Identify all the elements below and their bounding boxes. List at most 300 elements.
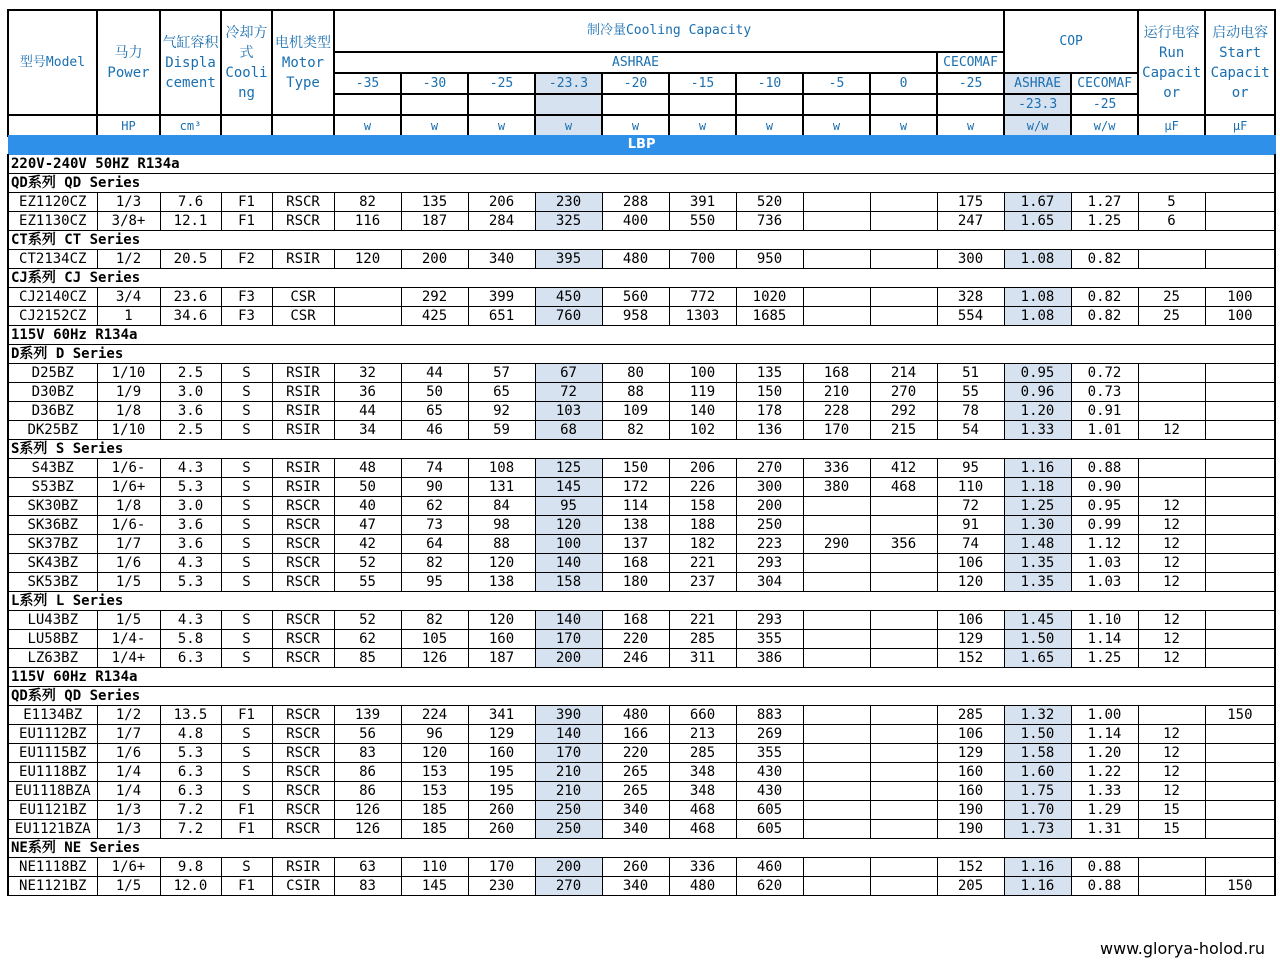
table-cell: 1/10 bbox=[97, 364, 160, 383]
table-cell: 958 bbox=[602, 307, 669, 326]
table-cell: 883 bbox=[736, 706, 803, 725]
table-cell: 1/6+ bbox=[97, 478, 160, 497]
table-cell: 82 bbox=[401, 611, 468, 630]
table-cell: 96 bbox=[401, 725, 468, 744]
table-cell bbox=[1138, 877, 1205, 896]
table-cell: 1685 bbox=[736, 307, 803, 326]
table-cell bbox=[870, 288, 937, 307]
model-name: EU1121BZA bbox=[8, 820, 97, 839]
table-cell: 108 bbox=[468, 459, 535, 478]
table-cell: 221 bbox=[669, 611, 736, 630]
table-cell: 195 bbox=[468, 782, 535, 801]
table-cell bbox=[870, 877, 937, 896]
table-cell: 340 bbox=[602, 877, 669, 896]
table-cell: 65 bbox=[468, 383, 535, 402]
table-cell: 425 bbox=[401, 307, 468, 326]
table-cell: 44 bbox=[334, 402, 401, 421]
table-row bbox=[8, 402, 1275, 421]
table-cell: 12 bbox=[1138, 649, 1205, 668]
table-cell: 265 bbox=[602, 782, 669, 801]
table-cell: 160 bbox=[937, 763, 1004, 782]
table-cell: 1.08 bbox=[1004, 307, 1071, 326]
table-cell: 12 bbox=[1138, 630, 1205, 649]
table-row bbox=[8, 744, 1275, 763]
table-cell: 166 bbox=[602, 725, 669, 744]
table-cell: RSCR bbox=[272, 706, 334, 725]
table-cell: S bbox=[221, 383, 272, 402]
table-cell: 200 bbox=[401, 250, 468, 269]
table-row bbox=[8, 535, 1275, 554]
table-row bbox=[8, 573, 1275, 592]
table-cell bbox=[870, 858, 937, 877]
table-cell: 12 bbox=[1138, 744, 1205, 763]
table-cell bbox=[803, 820, 870, 839]
table-cell: RSCR bbox=[272, 725, 334, 744]
table-cell: 158 bbox=[669, 497, 736, 516]
table-cell: 187 bbox=[468, 649, 535, 668]
model-name: DK25BZ bbox=[8, 421, 97, 440]
table-cell: 3/4 bbox=[97, 288, 160, 307]
table-cell bbox=[803, 497, 870, 516]
header-temp: -20 bbox=[602, 73, 669, 94]
table-cell: 78 bbox=[937, 402, 1004, 421]
table-cell: 1/4+ bbox=[97, 649, 160, 668]
table-cell: 140 bbox=[535, 725, 602, 744]
table-cell: S bbox=[221, 402, 272, 421]
table-cell: 3.0 bbox=[160, 497, 221, 516]
section-header bbox=[8, 269, 1275, 288]
table-cell: 226 bbox=[669, 478, 736, 497]
table-row bbox=[8, 421, 1275, 440]
table-cell: 1.60 bbox=[1004, 763, 1071, 782]
table-cell: 1.73 bbox=[1004, 820, 1071, 839]
table-cell: 119 bbox=[669, 383, 736, 402]
table-cell: 55 bbox=[334, 573, 401, 592]
table-cell: 390 bbox=[535, 706, 602, 725]
table-cell bbox=[803, 554, 870, 573]
table-cell bbox=[1205, 535, 1275, 554]
table-cell bbox=[870, 554, 937, 573]
table-cell: RSIR bbox=[272, 858, 334, 877]
table-cell: 348 bbox=[669, 782, 736, 801]
table-cell: 0.72 bbox=[1071, 364, 1138, 383]
table-cell: S bbox=[221, 478, 272, 497]
table-cell: 34 bbox=[334, 421, 401, 440]
table-cell: 1020 bbox=[736, 288, 803, 307]
table-cell: 1/5 bbox=[97, 611, 160, 630]
table-cell: RSIR bbox=[272, 421, 334, 440]
table-cell: 480 bbox=[602, 250, 669, 269]
table-cell bbox=[1205, 193, 1275, 212]
model-name: LU43BZ bbox=[8, 611, 97, 630]
table-cell: 605 bbox=[736, 801, 803, 820]
unit-cop: w/w bbox=[1004, 115, 1071, 136]
table-cell: 120 bbox=[401, 744, 468, 763]
table-cell: 2.5 bbox=[160, 364, 221, 383]
table-cell: 214 bbox=[870, 364, 937, 383]
table-cell: RSIR bbox=[272, 364, 334, 383]
table-cell: 468 bbox=[669, 820, 736, 839]
table-cell: 270 bbox=[870, 383, 937, 402]
table-cell bbox=[870, 630, 937, 649]
table-cell: 131 bbox=[468, 478, 535, 497]
table-cell: 106 bbox=[937, 611, 1004, 630]
table-cell: 3/8+ bbox=[97, 212, 160, 231]
table-row bbox=[8, 364, 1275, 383]
table-cell: 1/6 bbox=[97, 744, 160, 763]
table-cell: 12 bbox=[1138, 516, 1205, 535]
table-cell: 0.95 bbox=[1071, 497, 1138, 516]
model-name: LZ63BZ bbox=[8, 649, 97, 668]
section-title: S系列 S Series bbox=[8, 440, 1275, 459]
table-cell: 67 bbox=[535, 364, 602, 383]
table-cell: RSCR bbox=[272, 630, 334, 649]
table-cell: RSCR bbox=[272, 535, 334, 554]
table-cell: 95 bbox=[401, 573, 468, 592]
table-cell bbox=[870, 782, 937, 801]
table-cell: 292 bbox=[401, 288, 468, 307]
table-cell bbox=[803, 516, 870, 535]
table-cell: 1.16 bbox=[1004, 459, 1071, 478]
table-cell: RSIR bbox=[272, 459, 334, 478]
table-cell: 20.5 bbox=[160, 250, 221, 269]
section-title: QD系列 QD Series bbox=[8, 174, 1275, 193]
table-cell: 247 bbox=[937, 212, 1004, 231]
table-cell: 0.90 bbox=[1071, 478, 1138, 497]
table-cell: 328 bbox=[937, 288, 1004, 307]
table-cell: 1.50 bbox=[1004, 630, 1071, 649]
table-cell: 190 bbox=[937, 801, 1004, 820]
table-cell: S bbox=[221, 554, 272, 573]
table-cell: 4.3 bbox=[160, 611, 221, 630]
table-cell bbox=[1205, 212, 1275, 231]
model-name: SK43BZ bbox=[8, 554, 97, 573]
table-cell: S bbox=[221, 782, 272, 801]
section-header bbox=[8, 155, 1275, 174]
table-cell: 52 bbox=[334, 554, 401, 573]
table-cell: 46 bbox=[401, 421, 468, 440]
table-cell: 1/5 bbox=[97, 877, 160, 896]
table-cell: S bbox=[221, 573, 272, 592]
table-cell: 4.3 bbox=[160, 554, 221, 573]
model-name: LU58BZ bbox=[8, 630, 97, 649]
table-cell: 140 bbox=[535, 611, 602, 630]
unit-capacitor: μF bbox=[1205, 115, 1275, 136]
lbp-label: LBP bbox=[8, 136, 1275, 155]
table-cell: 126 bbox=[334, 801, 401, 820]
table-cell: 180 bbox=[602, 573, 669, 592]
model-name: EZ1130CZ bbox=[8, 212, 97, 231]
table-cell: 260 bbox=[602, 858, 669, 877]
table-cell bbox=[803, 858, 870, 877]
table-cell: 0.88 bbox=[1071, 858, 1138, 877]
table-cell: 355 bbox=[736, 744, 803, 763]
table-cell: 175 bbox=[937, 193, 1004, 212]
table-cell bbox=[803, 801, 870, 820]
table-cell: 125 bbox=[535, 459, 602, 478]
table-cell: 1.25 bbox=[1004, 497, 1071, 516]
table-row bbox=[8, 801, 1275, 820]
table-cell: F3 bbox=[221, 288, 272, 307]
table-cell: 82 bbox=[334, 193, 401, 212]
table-row bbox=[8, 516, 1275, 535]
table-cell: 92 bbox=[468, 402, 535, 421]
section-header bbox=[8, 668, 1275, 687]
table-cell: 50 bbox=[334, 478, 401, 497]
table-cell: 88 bbox=[468, 535, 535, 554]
table-cell: 140 bbox=[669, 402, 736, 421]
header-spacer bbox=[870, 94, 937, 115]
table-cell: 182 bbox=[669, 535, 736, 554]
table-cell: 1.03 bbox=[1071, 573, 1138, 592]
table-cell: 64 bbox=[401, 535, 468, 554]
section-header bbox=[8, 326, 1275, 345]
model-name: D25BZ bbox=[8, 364, 97, 383]
table-cell: 660 bbox=[669, 706, 736, 725]
table-cell: 292 bbox=[870, 402, 937, 421]
table-cell: 0.82 bbox=[1071, 288, 1138, 307]
table-cell: 412 bbox=[870, 459, 937, 478]
table-cell: 700 bbox=[669, 250, 736, 269]
table-cell: 250 bbox=[736, 516, 803, 535]
table-row bbox=[8, 554, 1275, 573]
table-cell: 12 bbox=[1138, 725, 1205, 744]
table-cell: 170 bbox=[803, 421, 870, 440]
table-cell: 120 bbox=[334, 250, 401, 269]
table-cell: 160 bbox=[468, 630, 535, 649]
table-cell: 651 bbox=[468, 307, 535, 326]
table-cell: RSCR bbox=[272, 554, 334, 573]
table-cell: CSR bbox=[272, 307, 334, 326]
section-header bbox=[8, 440, 1275, 459]
table-cell: 380 bbox=[803, 478, 870, 497]
section-header bbox=[8, 345, 1275, 364]
table-cell bbox=[803, 573, 870, 592]
table-cell: S bbox=[221, 858, 272, 877]
table-cell: 106 bbox=[937, 554, 1004, 573]
table-cell: 760 bbox=[535, 307, 602, 326]
table-cell bbox=[870, 744, 937, 763]
table-cell: 15 bbox=[1138, 820, 1205, 839]
table-cell: 36 bbox=[334, 383, 401, 402]
table-cell: 136 bbox=[736, 421, 803, 440]
header-spacer bbox=[669, 94, 736, 115]
table-cell: 56 bbox=[334, 725, 401, 744]
table-cell bbox=[1205, 383, 1275, 402]
section-title: L系列 L Series bbox=[8, 592, 1275, 611]
table-cell: 260 bbox=[468, 820, 535, 839]
table-cell: RSIR bbox=[272, 250, 334, 269]
table-cell: 356 bbox=[870, 535, 937, 554]
table-cell: 1/6+ bbox=[97, 858, 160, 877]
table-cell bbox=[1138, 478, 1205, 497]
table-cell bbox=[870, 611, 937, 630]
table-cell bbox=[803, 725, 870, 744]
table-cell: 7.2 bbox=[160, 801, 221, 820]
header-displacement: 气缸容积 Displa cement bbox=[160, 10, 221, 115]
table-cell: RSIR bbox=[272, 383, 334, 402]
table-cell: 116 bbox=[334, 212, 401, 231]
table-cell: 300 bbox=[736, 478, 803, 497]
header-power: 马力 Power bbox=[97, 10, 160, 115]
model-name: SK30BZ bbox=[8, 497, 97, 516]
table-cell: 51 bbox=[937, 364, 1004, 383]
table-cell: 114 bbox=[602, 497, 669, 516]
table-cell: 86 bbox=[334, 763, 401, 782]
table-cell: 172 bbox=[602, 478, 669, 497]
table-row bbox=[8, 193, 1275, 212]
table-cell: 386 bbox=[736, 649, 803, 668]
table-cell: 210 bbox=[803, 383, 870, 402]
table-cell: 150 bbox=[1205, 877, 1275, 896]
watermark: www.glorya-holod.ru bbox=[1099, 939, 1265, 958]
table-cell: 210 bbox=[535, 782, 602, 801]
table-cell bbox=[1205, 858, 1275, 877]
table-cell: 120 bbox=[468, 611, 535, 630]
table-cell bbox=[803, 649, 870, 668]
table-cell: 260 bbox=[468, 801, 535, 820]
section-title: 220V-240V 50HZ R134a bbox=[8, 155, 1275, 174]
table-cell: F1 bbox=[221, 801, 272, 820]
table-cell: 50 bbox=[401, 383, 468, 402]
table-cell bbox=[803, 782, 870, 801]
table-cell: 145 bbox=[535, 478, 602, 497]
table-cell: 185 bbox=[401, 801, 468, 820]
table-cell: 480 bbox=[669, 877, 736, 896]
table-cell: 139 bbox=[334, 706, 401, 725]
table-cell: 129 bbox=[937, 744, 1004, 763]
table-cell: 399 bbox=[468, 288, 535, 307]
table-cell: 74 bbox=[937, 535, 1004, 554]
table-cell: 110 bbox=[937, 478, 1004, 497]
table-cell: 105 bbox=[401, 630, 468, 649]
table-cell: 450 bbox=[535, 288, 602, 307]
header-temp: -10 bbox=[736, 73, 803, 94]
table-cell: S bbox=[221, 535, 272, 554]
table-cell: 213 bbox=[669, 725, 736, 744]
table-cell: 1/6- bbox=[97, 459, 160, 478]
table-cell bbox=[803, 877, 870, 896]
table-cell: 200 bbox=[535, 858, 602, 877]
table-cell: 1.25 bbox=[1071, 212, 1138, 231]
lbp-banner bbox=[8, 136, 1275, 155]
table-cell: 91 bbox=[937, 516, 1004, 535]
table-cell: 293 bbox=[736, 611, 803, 630]
table-cell: 12 bbox=[1138, 611, 1205, 630]
table-cell: 1/3 bbox=[97, 193, 160, 212]
section-title: CT系列 CT Series bbox=[8, 231, 1275, 250]
table-cell: 47 bbox=[334, 516, 401, 535]
table-cell: 153 bbox=[401, 782, 468, 801]
table-cell: 340 bbox=[602, 820, 669, 839]
table-cell bbox=[1205, 516, 1275, 535]
header-run-capacitor: 运行电容Run Capacit or bbox=[1138, 10, 1205, 115]
table-cell: 270 bbox=[736, 459, 803, 478]
table-cell: 288 bbox=[602, 193, 669, 212]
table-cell: 230 bbox=[535, 193, 602, 212]
table-cell: 1.12 bbox=[1071, 535, 1138, 554]
unit-capacity: w bbox=[669, 115, 736, 136]
table-cell: 168 bbox=[602, 554, 669, 573]
table-cell: 1/6- bbox=[97, 516, 160, 535]
table-cell: 40 bbox=[334, 497, 401, 516]
table-cell: 168 bbox=[602, 611, 669, 630]
section-header bbox=[8, 174, 1275, 193]
table-cell: S bbox=[221, 763, 272, 782]
table-cell: 1.20 bbox=[1004, 402, 1071, 421]
table-cell: RSCR bbox=[272, 573, 334, 592]
table-cell: 3.6 bbox=[160, 535, 221, 554]
table-cell bbox=[334, 288, 401, 307]
table-cell bbox=[1205, 364, 1275, 383]
table-cell: 98 bbox=[468, 516, 535, 535]
table-cell: 5.3 bbox=[160, 478, 221, 497]
section-header bbox=[8, 231, 1275, 250]
table-cell: 1.14 bbox=[1071, 725, 1138, 744]
table-cell: 5.8 bbox=[160, 630, 221, 649]
header-model: 型号Model bbox=[8, 10, 97, 115]
table-cell: 224 bbox=[401, 706, 468, 725]
header-cecomaf-temp: -25 bbox=[937, 73, 1004, 94]
table-cell bbox=[870, 706, 937, 725]
table-cell: 84 bbox=[468, 497, 535, 516]
table-cell: 152 bbox=[937, 649, 1004, 668]
header-cop-cecomaf-temp: -25 bbox=[1071, 94, 1138, 115]
table-cell: 1/10 bbox=[97, 421, 160, 440]
table-cell: 1/8 bbox=[97, 402, 160, 421]
table-cell: 340 bbox=[468, 250, 535, 269]
header-temp: -23.3 bbox=[535, 73, 602, 94]
table-cell: 1.32 bbox=[1004, 706, 1071, 725]
table-cell: 6.3 bbox=[160, 763, 221, 782]
table-cell: 110 bbox=[401, 858, 468, 877]
table-cell: 138 bbox=[468, 573, 535, 592]
table-cell: 170 bbox=[535, 744, 602, 763]
table-cell: 265 bbox=[602, 763, 669, 782]
table-cell: 160 bbox=[937, 782, 1004, 801]
table-cell: 140 bbox=[535, 554, 602, 573]
table-cell: 137 bbox=[602, 535, 669, 554]
table-cell: 12 bbox=[1138, 782, 1205, 801]
table-cell: 6.3 bbox=[160, 649, 221, 668]
table-cell: 6 bbox=[1138, 212, 1205, 231]
table-cell bbox=[870, 649, 937, 668]
table-cell: 0.82 bbox=[1071, 250, 1138, 269]
header-cop: COP bbox=[1004, 10, 1138, 73]
table-cell: 460 bbox=[736, 858, 803, 877]
table-cell bbox=[803, 630, 870, 649]
header-spacer bbox=[736, 94, 803, 115]
table-cell: 44 bbox=[401, 364, 468, 383]
table-cell: 9.8 bbox=[160, 858, 221, 877]
table-cell: 57 bbox=[468, 364, 535, 383]
table-cell: 1.27 bbox=[1071, 193, 1138, 212]
table-cell bbox=[1205, 763, 1275, 782]
table-cell: RSCR bbox=[272, 516, 334, 535]
table-cell: 32 bbox=[334, 364, 401, 383]
table-cell: 65 bbox=[401, 402, 468, 421]
table-cell: 185 bbox=[401, 820, 468, 839]
model-name: D36BZ bbox=[8, 402, 97, 421]
table-cell: 95 bbox=[535, 497, 602, 516]
header-cop-ashrae: ASHRAE bbox=[1004, 73, 1071, 94]
table-cell bbox=[1205, 801, 1275, 820]
table-cell bbox=[1205, 554, 1275, 573]
table-cell: 205 bbox=[937, 877, 1004, 896]
table-row bbox=[8, 611, 1275, 630]
header-spacer bbox=[803, 94, 870, 115]
table-cell: S bbox=[221, 744, 272, 763]
